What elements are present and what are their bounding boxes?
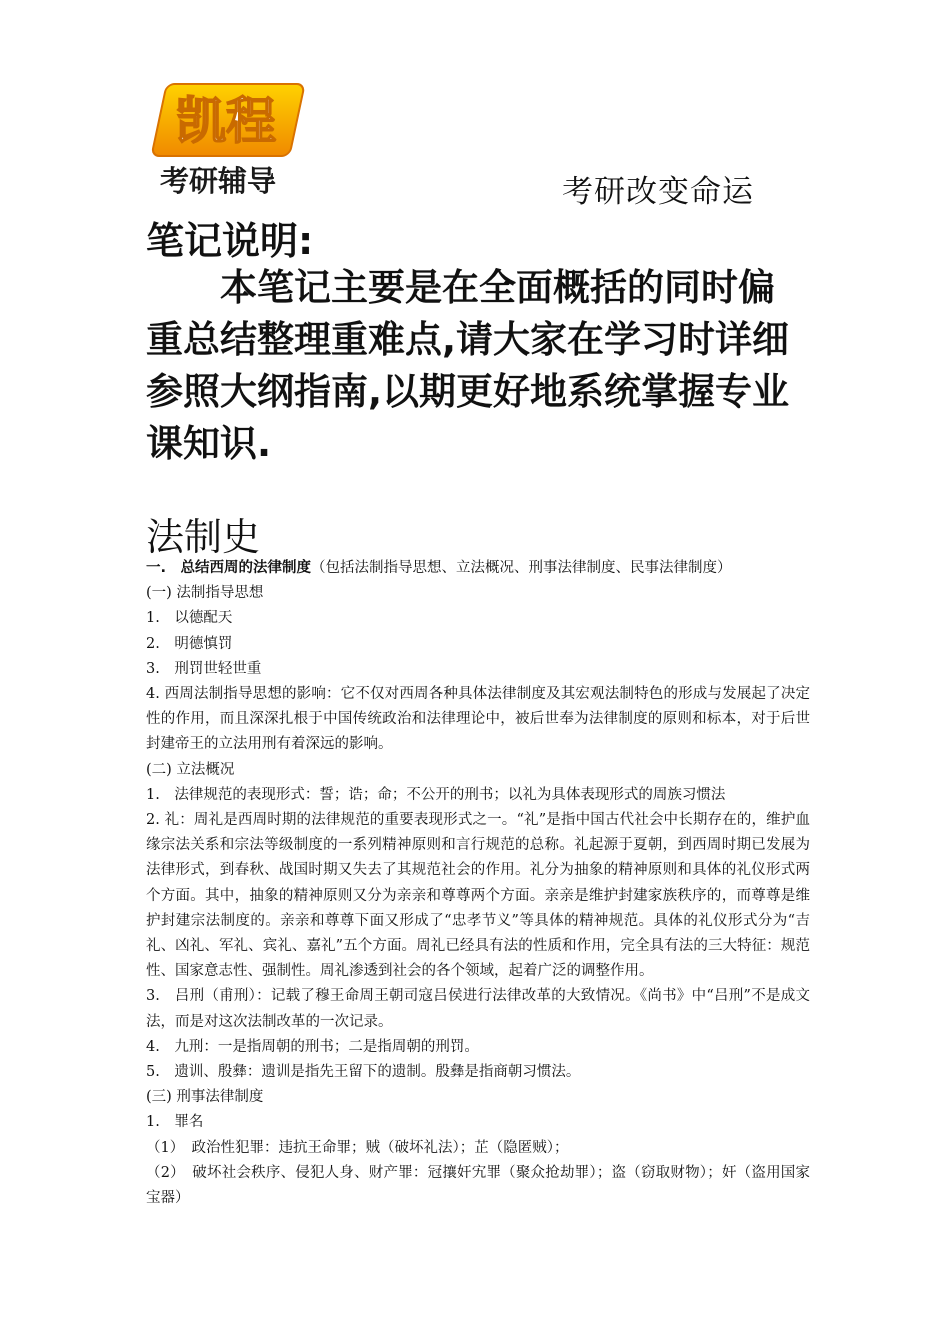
paragraph: （2） 破坏社会秩序、侵犯人身、财产罪：冠攘奸宄罪（聚众抢劫罪）；盗（窃取财物）；奸（盗用国家宝器）: [146, 1164, 810, 1207]
list-item: 3. 刑罚世轻世重: [146, 660, 262, 677]
slogan: 考研改变命运: [562, 174, 754, 210]
list-item: 5. 遗训、殷彝：遗训是指先王留下的遗制。殷彝是指商朝习惯法。: [146, 1064, 581, 1081]
paragraph: 3. 吕刑（甫刑）：记载了穆王命周王朝司寇吕侯进行法律改革的大致情况。《尚书》中“吕刑”不是成文法，而是对这次法制改革的一次记录。: [146, 988, 810, 1030]
svg-text:考研辅导: 考研辅导: [160, 164, 277, 198]
list-item: 4. 九刑：一是指周朝的刑书；二是指周朝的刑罚。: [146, 1038, 479, 1055]
list-item: 1. 以德配天: [146, 610, 233, 627]
company-logo: [150, 78, 310, 200]
heading-paren: （包括法制指导思想、立法概况、刑事法律制度、民事法律制度）: [311, 560, 732, 576]
section-title: 法制史: [146, 515, 261, 559]
paragraph: 4. 西周法制指导思想的影响：它不仅对西周各种具体法律制度及其宏观法制特色的形成与发展起了决定性的作用，而且深深扎根于中国传统政治和法律理论中，被后世奉为法律制度的原则和标本，对于后世封建帝王的立法用刑有着深远的影响。: [146, 686, 810, 753]
subheading: (一) 法制指导思想: [146, 585, 264, 602]
subheading: (三) 刑事法律制度: [146, 1089, 264, 1106]
heading-title: 总结西周的法律制度: [180, 560, 312, 576]
list-item: （1） 政治性犯罪：违抗王命罪；贼（破坏礼法）；芷（隐匿贼）；: [146, 1139, 569, 1156]
note-body: 本笔记主要是在全面概括的同时偏重总结整理重难点,请大家在学习时详细参照大纲指南,以期更好地系统掌握专业课知识.: [146, 266, 790, 465]
heading-number: 一.: [146, 560, 167, 576]
svg-text:凯程: 凯程: [176, 92, 276, 150]
list-item: 1. 罪名: [146, 1114, 204, 1131]
subheading: (二) 立法概况: [146, 761, 235, 778]
paragraph: 2. 礼：周礼是西周时期的法律规范的重要表现形式之一。“礼”是指中国古代社会中长期存在的，维护血缘宗法关系和宗法等级制度的一系列精神原则和言行规范的总称。礼起源于夏朝，到西周时期已发展为法律形式，到春秋、战国时期又失去了其规范社会的作用。礼分为抽象的精神原则和具体的礼仪形式两个方面。其中，抽象的精神原则又分为亲亲和尊尊两个方面。亲亲是维护封建家族秩序的，而尊尊是维护封建宗法制度的。亲亲和尊尊下面又形成了“忠孝节义”等具体的精神规范。具体的礼仪形式分为“吉礼、凶礼、军礼、宾礼、嘉礼”五个方面。周礼已经具有法的性质和作用，完全具有法的三大特征：规范性、国家意志性、强制性。周礼渗透到社会的各个领域，起着广泛的调整作用。: [146, 812, 810, 980]
heading-western-zhou: [146, 556, 810, 581]
document-content: [146, 556, 810, 1211]
list-item: 2. 明德慎罚: [146, 635, 233, 652]
note-title: 笔记说明:: [146, 219, 314, 263]
list-item: 1. 法律规范的表现形式：誓；诰；命；不公开的刑书；以礼为具体表现形式的周族习惯法: [146, 786, 726, 803]
